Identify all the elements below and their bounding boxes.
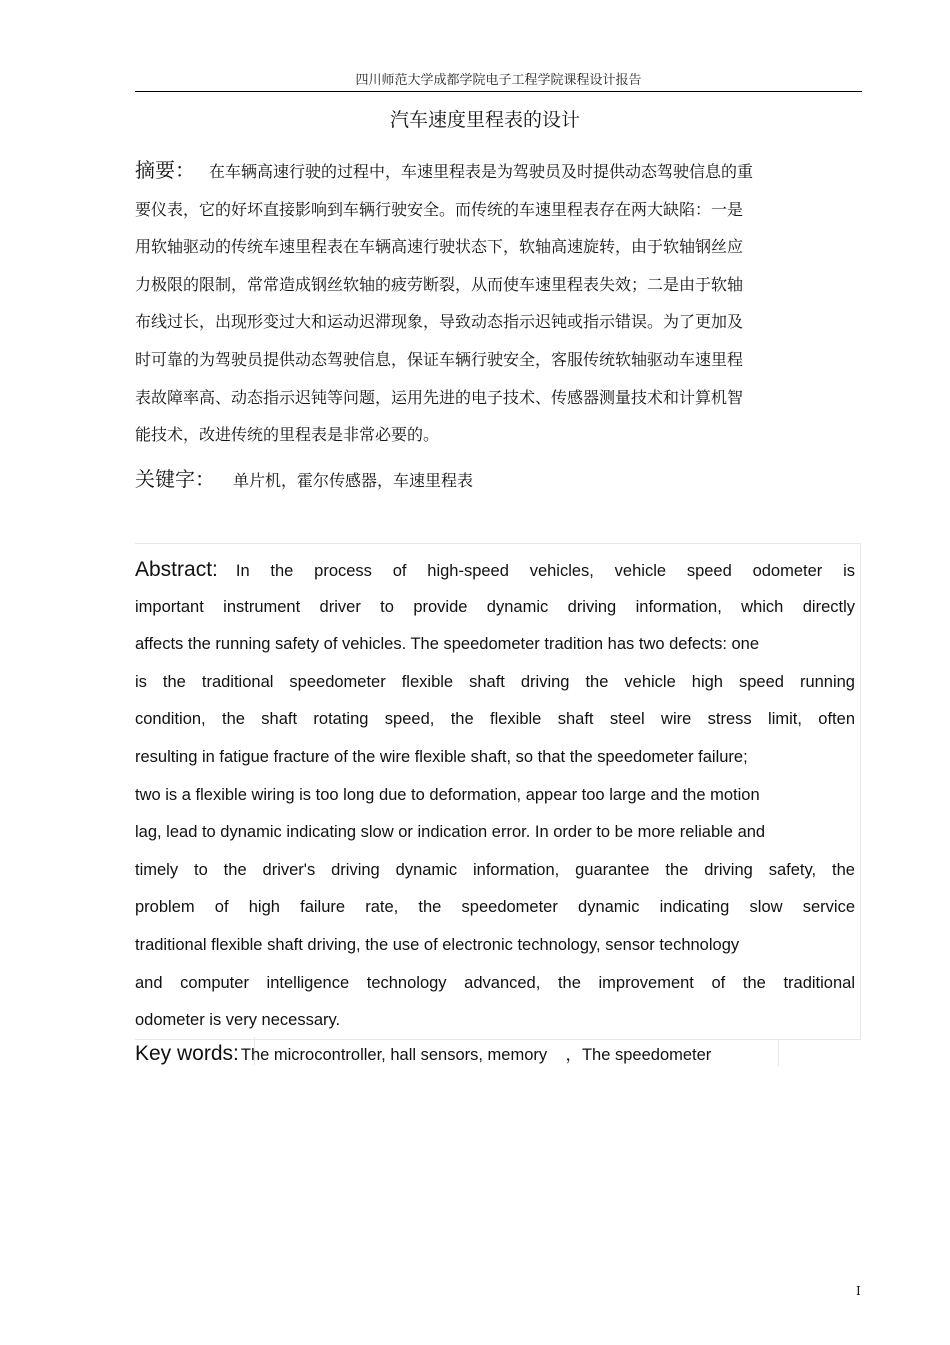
en-abstract-line: condition, the shaft rotating speed, the flexible shaft steel wire stress limit, often	[135, 710, 855, 729]
en-abstract-line: affects the running safety of vehicles. The speedometer tradition has two defects: one	[135, 635, 760, 654]
en-abstract-line: traditional flexible shaft driving, the use of electronic technology, sensor technology	[135, 935, 740, 954]
en-abstract-line: is the traditional speedometer flexible shaft driving the vehicle high speed running	[135, 672, 855, 691]
zh-abstract-line: 在车辆高速行驶的过程中，车速里程表是为驾驶员及时提供动态驾驶信息的重	[209, 162, 754, 181]
en-abstract-line: odometer is very necessary.	[135, 1011, 341, 1030]
en-abstract-line: problem of high failure rate, the speedometer dynamic indicating slow service	[135, 898, 855, 917]
page-number: I	[856, 1284, 861, 1298]
chinese-keywords-text: 单片机，霍尔传感器，车速里程表	[233, 471, 474, 490]
zh-abstract-line: 布线过长，出现形变过大和运动迟滞现象，导致动态指示迟钝或指示错误。为了更加及	[135, 312, 744, 332]
keywords-frame-right	[778, 1040, 779, 1066]
en-abstract-line: two is a flexible wiring is too long due to deformation, appear too large and the motion	[135, 785, 760, 804]
english-keywords	[135, 1041, 711, 1066]
english-abstract	[135, 551, 855, 1040]
running-header: 四川师范大学成都学院电子工程学院课程设计报告	[355, 73, 642, 88]
document-title: 汽车速度里程表的设计	[389, 109, 580, 131]
en-abstract-line: timely to the driver's driving dynamic information, guarantee the driving safety, the	[135, 860, 855, 879]
en-abstract-line: lag, lead to dynamic indicating slow or indication error. In order to be more reliable and	[135, 823, 766, 842]
chinese-keywords	[135, 463, 473, 492]
zh-abstract-line: 能技术，改进传统的里程表是非常必要的。	[135, 425, 440, 445]
zh-abstract-line: 力极限的限制，常常造成钢丝软轴的疲劳断裂，从而使车速里程表失效；二是由于软轴	[135, 274, 744, 294]
en-abstract-line: important instrument driver to provide dynamic driving information, which directly	[135, 597, 855, 616]
header-rule	[135, 91, 862, 92]
english-abstract-label: Abstract:	[135, 558, 218, 581]
chinese-abstract	[135, 152, 820, 454]
zh-abstract-line: 时可靠的为驾驶员提供动态驾驶信息，保证车辆行驶安全，客服传统软轴驱动车速里程	[135, 349, 744, 369]
en-abstract-line: resulting in fatigue fracture of the wire flexible shaft, so that the speedometer failure;	[135, 747, 748, 766]
english-keywords-label: Key words:	[135, 1042, 239, 1065]
english-keywords-text: The microcontroller, hall sensors, memory ，The speedometer	[240, 1046, 712, 1064]
en-abstract-line: Abstract: In the process of high-speed vehicles, vehicle speed odometer is	[135, 558, 855, 581]
chinese-keywords-label: 关键字：	[135, 467, 215, 491]
zh-abstract-line: 表故障率高、动态指示迟钝等问题，运用先进的电子技术、传感器测量技术和计算机智	[135, 387, 744, 407]
en-abstract-line: and computer intelligence technology advanced, the improvement of the traditional	[135, 973, 855, 992]
zh-abstract-line: 用软轴驱动的传统车速里程表在车辆高速行驶状态下，软轴高速旋转，由于软轴钢丝应	[135, 237, 744, 257]
chinese-abstract-label: 摘要：	[135, 158, 195, 182]
zh-abstract-line: 要仪表，它的好坏直接影响到车辆行驶安全。而传统的车速里程表存在两大缺陷：一是	[135, 199, 744, 219]
